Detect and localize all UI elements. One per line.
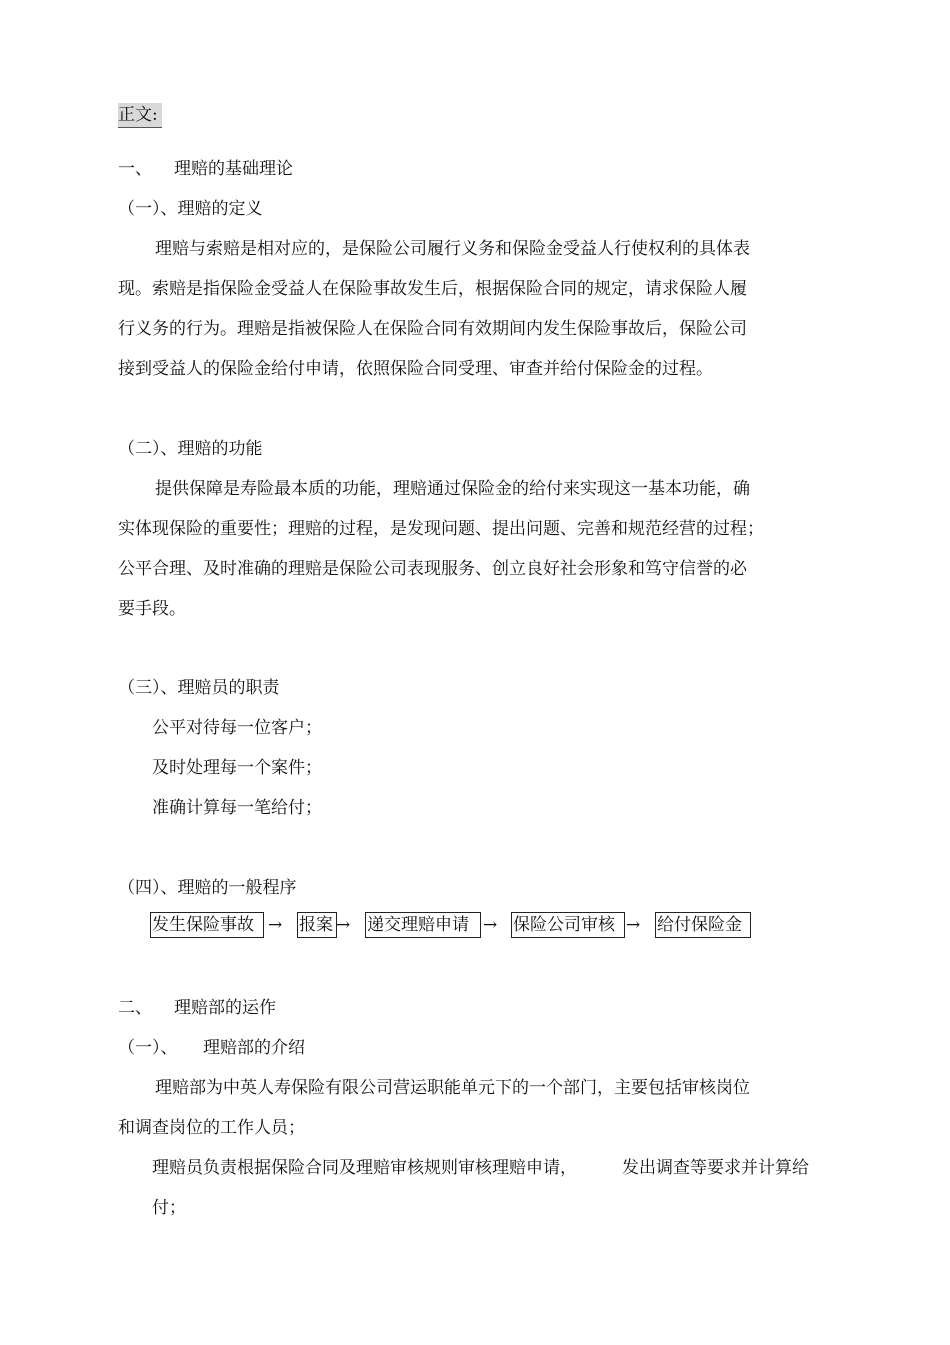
paragraph-line: 和调查岗位的工作人员； xyxy=(118,1118,305,1138)
paragraph-line: 现。索赔是指保险金受益人在保险事故发生后，根据保险合同的规定，请求保险人履 xyxy=(118,279,747,299)
section-1-title: 理赔的基础理论 xyxy=(174,159,293,179)
flow-step-box: 报案 xyxy=(297,912,337,938)
paragraph-line: 接到受益人的保险金给付申请，依照保险合同受理、审查并给付保险金的过程。 xyxy=(118,359,713,379)
arrow-right-icon: → xyxy=(626,915,641,935)
section-2-title: 理赔部的运作 xyxy=(174,998,276,1018)
flow-step-box: 发生保险事故 xyxy=(150,912,264,938)
arrow-right-icon: → xyxy=(268,915,283,935)
paragraph-line: 发出调查等要求并计算给 xyxy=(622,1158,809,1178)
duty-item: 公平对待每一位客户； xyxy=(152,718,322,738)
paragraph-line: 提供保障是寿险最本质的功能，理赔通过保险金的给付来实现这一基本功能，确 xyxy=(155,479,750,499)
paragraph-line: 公平合理、及时准确的理赔是保险公司表现服务、创立良好社会形象和笃守信誉的必 xyxy=(118,559,747,579)
subsection-heading-number: （一）、 xyxy=(118,1038,178,1058)
duty-item: 准确计算每一笔给付； xyxy=(152,798,322,818)
paragraph-line: 理赔部为中英人寿保险有限公司营运职能单元下的一个部门，主要包括审核岗位 xyxy=(155,1078,750,1098)
subsection-heading: （三）、理赔员的职责 xyxy=(118,678,280,698)
section-2-number: 二、 xyxy=(118,998,152,1018)
paragraph-line: 行义务的行为。理赔是指被保险人在保险合同有效期间内发生保险事故后，保险公司 xyxy=(118,319,747,339)
flow-step-box: 递交理赔申请 xyxy=(365,912,481,938)
subsection-heading-title: 理赔部的介绍 xyxy=(203,1038,305,1058)
subsection-heading: （一）、理赔的定义 xyxy=(118,199,263,219)
flow-step-box: 保险公司审核 xyxy=(511,912,625,938)
flow-step-box: 给付保险金 xyxy=(655,912,751,938)
paragraph-line: 理赔员负责根据保险合同及理赔审核规则审核理赔申请， xyxy=(152,1158,577,1178)
arrow-right-icon: → xyxy=(336,915,351,935)
section-label: 正文: xyxy=(118,103,162,128)
paragraph-line: 付； xyxy=(152,1198,186,1218)
subsection-heading: （四）、理赔的一般程序 xyxy=(118,878,297,898)
paragraph-line: 理赔与索赔是相对应的，是保险公司履行义务和保险金受益人行使权利的具体表 xyxy=(155,239,750,259)
section-1-number: 一、 xyxy=(118,159,152,179)
arrow-right-icon: → xyxy=(483,915,498,935)
subsection-heading: （二）、理赔的功能 xyxy=(118,439,263,459)
paragraph-line: 实体现保险的重要性；理赔的过程，是发现问题、提出问题、完善和规范经营的过程； xyxy=(118,519,764,539)
duty-item: 及时处理每一个案件； xyxy=(152,758,322,778)
paragraph-line: 要手段。 xyxy=(118,599,186,619)
